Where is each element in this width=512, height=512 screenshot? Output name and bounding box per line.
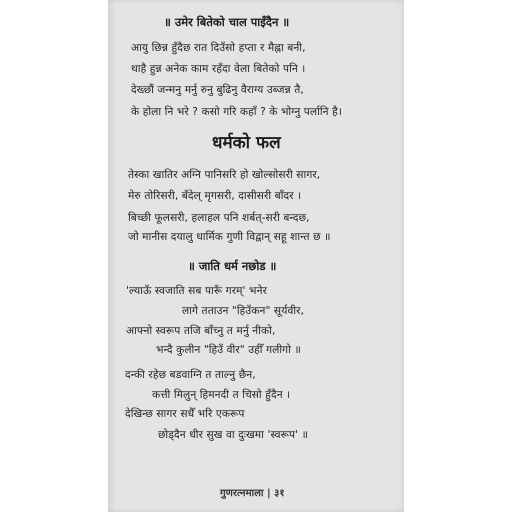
book-page [108,0,404,512]
verse-line: थाहै हुन्न अनेक काम रहँदा वेला बितेको पनि । [131,63,306,75]
verse-line: बिच्छी फूलसरी, हलाहल पनि शर्बत्-सरी बन्दछ, [128,212,310,224]
section-heading-dharma: धर्मको फल [212,133,281,153]
section-heading-caste: ॥ जाति धर्म नछोड ॥ [188,259,277,273]
section-heading-age: ॥ उमेर बितेको चाल पाइँदैन ॥ [164,15,290,29]
verse-line: तेस्का खातिर अग्नि पानिसरि हो खोल्सोसरी सागर, [128,169,321,181]
verse-line: आयु छिन्न हुँदैछ रात दिउँसो हप्ता र मैह्ना बनी, [131,42,306,54]
verse-line: लागे तताउन "हिउँकन" सूर्यवीर, [182,305,305,317]
verse-line: आफ्नो स्वरूप तजि बाँच्नु त मर्नु नीको, [126,325,276,337]
verse-line: मेरु तोरिसरी, बँदेल् मृगसरी, दासीसरी बाँदर । [128,190,302,202]
verse-line: 'ल्याऊँ स्वजाति सब पारूँ गरम्' भनेर [126,285,267,297]
verse-line: छोड्दैन धीर सुख वा दुःखमा 'स्वरूप' ॥ [158,429,309,441]
verse-line: देखिन्छ सागर सधैँ भरि एकरूप [125,408,245,420]
verse-line: कत्ती मिलुन् हिमनदी त चिसो हुँदैन । [152,389,291,401]
page-footer: गुणरत्नमाला | ३१ [220,488,285,499]
verse-line: जो मानीस दयालु धार्मिक गुणी विद्वान् सहू शान्त छ ॥ [128,231,331,243]
verse-line: के होला नि भरे ? कसो गरि कहाँ ? के भोग्नु पर्लानि है। [131,106,342,118]
verse-line: भन्दै कुलीन "हिउँ वीर" उहीँ गलीगो ॥ [156,344,301,356]
verse-line: देख्छौं जन्मनु मर्नु रुनु बुढिनु वैराग्य उब्जन्न तै, [131,84,304,96]
verse-line: दन्की रहेछ बडवाग्नि त ताल्नु छैन, [125,369,256,381]
